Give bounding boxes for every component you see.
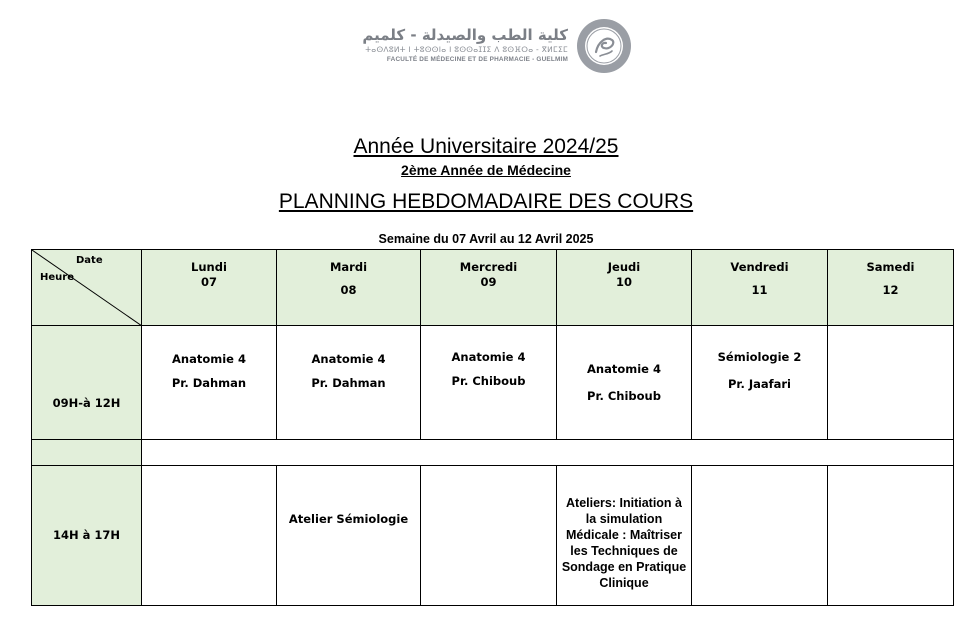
course-cell-lundi: [142, 326, 277, 440]
course-name: Anatomie 4: [311, 352, 386, 366]
faculty-logo: [340, 14, 640, 84]
break-cell: [142, 440, 954, 466]
day-name: Jeudi: [607, 260, 641, 274]
course-cell-mardi-pm: Atelier Sémiologie: [277, 466, 421, 606]
course-cell-jeudi-pm: Ateliers: Initiation à la simulation Médicale : Maîtriser les Techniques de Sondage en Pratique Clinique: [557, 466, 692, 606]
slot-label-afternoon: 14H à 17H: [32, 466, 142, 606]
logo-arabic-text: كلية الطب والصيدلة - كلميم: [362, 26, 568, 44]
corner-cell: [32, 250, 142, 326]
day-number: 11: [751, 283, 768, 297]
course-cell-jeudi: [557, 326, 692, 440]
course-name: Sémiologie 2: [717, 350, 802, 364]
corner-heure-label: Heure: [40, 272, 74, 283]
break-row: [32, 440, 954, 466]
day-header-samedi: [828, 250, 954, 326]
day-name: Mercredi: [459, 260, 518, 274]
course-cell-mardi: [277, 326, 421, 440]
day-header-vendredi: [692, 250, 828, 326]
day-number: 08: [340, 283, 357, 297]
course-name: Anatomie 4: [451, 350, 526, 364]
course-professor: Pr. Dahman: [171, 376, 247, 390]
course-cell-lundi-pm: [142, 466, 277, 606]
course-professor: Pr. Chiboub: [451, 374, 526, 388]
day-number: 10: [615, 275, 632, 289]
break-label-cell: [32, 440, 142, 466]
faculty-seal-icon: [576, 18, 632, 74]
day-name: Lundi: [191, 260, 227, 274]
day-number: 09: [480, 275, 497, 289]
course-cell-vendredi: [692, 326, 828, 440]
schedule-table: [31, 249, 954, 606]
course-cell-vendredi-pm: [692, 466, 828, 606]
course-professor: Pr. Chiboub: [587, 389, 661, 403]
academic-year-title: Année Universitaire 2024/25: [353, 135, 619, 158]
day-name: Samedi: [866, 260, 915, 274]
slot-label-morning: 09H-à 12H: [32, 326, 142, 440]
day-header-jeudi: [557, 250, 692, 326]
logo-french-text: FACULTÉ DE MÉDECINE ET DE PHARMACIE - GUELMIM: [386, 56, 568, 63]
course-cell-mercredi-pm: [421, 466, 557, 606]
header-row: [32, 250, 954, 326]
corner-date-label: Date: [76, 255, 103, 266]
course-name: Anatomie 4: [587, 362, 661, 376]
day-name: Vendredi: [730, 260, 789, 274]
day-header-lundi: [142, 250, 277, 326]
afternoon-row: [32, 466, 954, 606]
morning-row: [32, 326, 954, 440]
course-professor: Pr. Dahman: [311, 376, 386, 390]
planning-title: PLANNING HEBDOMADAIRE DES COURS: [278, 190, 694, 213]
course-cell-samedi-pm: [828, 466, 954, 606]
course-cell-samedi: [828, 326, 954, 440]
program-subtitle: 2ème Année de Médecine: [401, 162, 571, 178]
day-number: 12: [882, 283, 899, 297]
day-header-mardi: [277, 250, 421, 326]
course-name: Anatomie 4: [172, 352, 246, 366]
course-cell-mercredi: [421, 326, 557, 440]
logo-tifinagh-text: ⵜⴰⵙⴷⵓⵍⵜ ⵏ ⵜⵓⵙⵙⵏⴰ ⵏ ⵓⵙⵙⴰⵊⵊⵉ ⴷ ⵓⵙⴼⵔⴰ - ⴳⵍⵎⵉⵎ: [365, 45, 568, 54]
day-number: 07: [200, 275, 217, 289]
day-name: Mardi: [329, 260, 368, 274]
course-professor: Pr. Jaafari: [727, 377, 791, 391]
day-header-mercredi: [421, 250, 557, 326]
week-range: Semaine du 07 Avril au 12 Avril 2025: [378, 232, 594, 246]
